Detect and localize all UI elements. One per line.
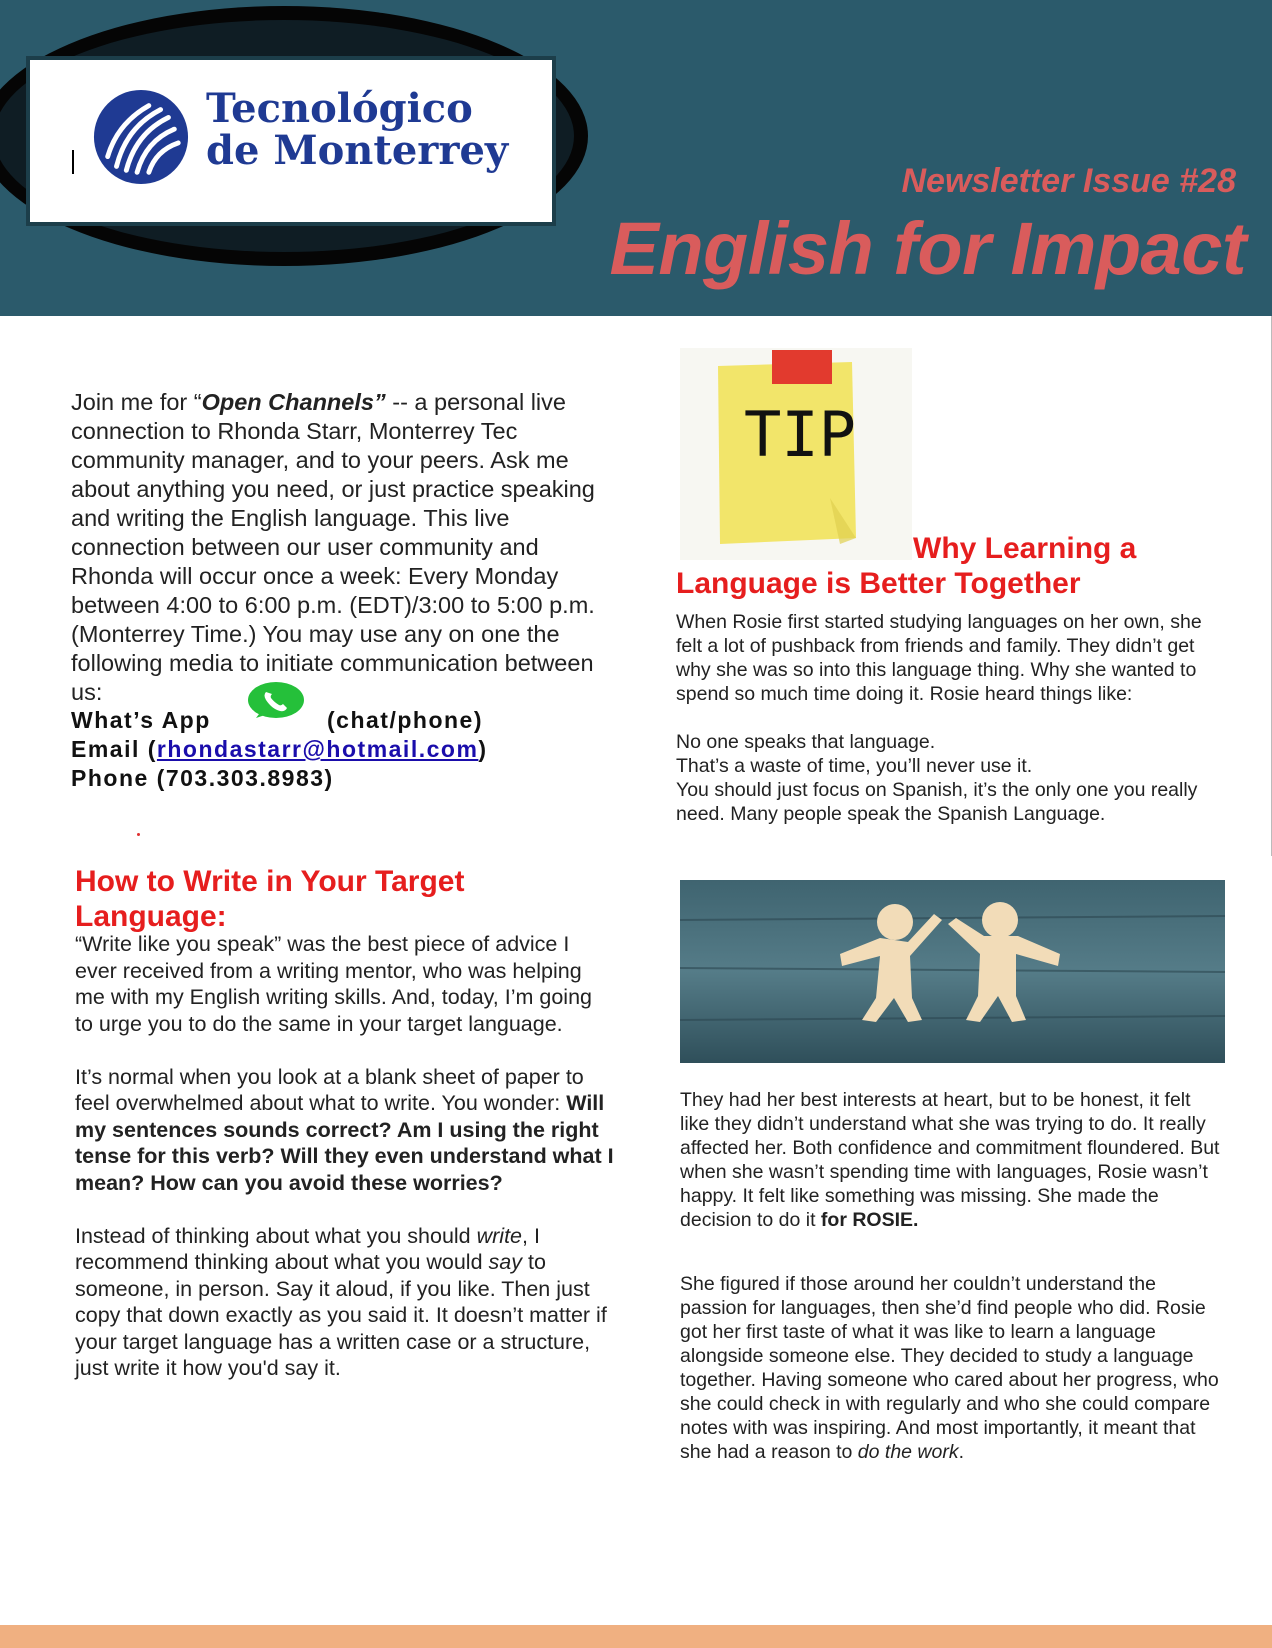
- quote-2: That’s a waste of time, you’ll never use it.: [676, 755, 1033, 777]
- open-channels-paragraph: [71, 388, 611, 707]
- write-p2-start: It’s normal when you look at a blank sheet of paper to feel overwhelmed about what to write. You wonder:: [75, 1064, 584, 1115]
- tec-logo-icon: [92, 88, 190, 186]
- write-section-heading: How to Write in Your Target Language:: [75, 865, 465, 933]
- together-body-bottom: [680, 1088, 1225, 1504]
- write-paragraph-3: [75, 1223, 615, 1382]
- whatsapp-note: (chat/phone): [327, 707, 483, 733]
- text-cursor: [72, 150, 74, 174]
- together-p2-start: They had her best interests at heart, but to be honest, it felt like they didn’t understand what she was trying to do. It really affected her. Both confidence and commitment floundered. But when she wasn’t spending time with languages, Rosie wasn’t happy. It felt like something was missing. She made the decision to do it: [680, 1089, 1220, 1231]
- newsletter-title: English for Impact: [609, 207, 1246, 290]
- whatsapp-label: What’s App: [71, 707, 211, 733]
- email-link[interactable]: rhondastarr@hotmail.com: [156, 736, 479, 762]
- together-paragraph-1: When Rosie first started studying languages on her own, she felt a lot of pushback from friends and family. They didn’t get why she was so into this language thing. Why she wanted to spend so much time doing it. Rosie heard things like:: [676, 611, 1202, 705]
- logo-line-1: Tecnológico: [206, 85, 473, 132]
- write-p3-say: say: [488, 1250, 522, 1274]
- contact-block: [71, 706, 631, 793]
- stray-mark: [137, 833, 140, 836]
- together-body-top: [676, 610, 1216, 826]
- write-p2-bold: Will my sentences sounds correct? Am I using the right tense for this verb? Will they even understand what I mean? How can you avoid these worries?: [75, 1091, 614, 1195]
- email-prefix: Email (: [71, 736, 157, 762]
- write-p3-write: write: [476, 1223, 523, 1248]
- tip-text: TIP: [744, 398, 856, 471]
- paper-figures-photo: [680, 880, 1225, 1063]
- write-paragraph-2: [75, 1064, 615, 1197]
- write-p3-a: Instead of thinking about what you should: [75, 1223, 477, 1248]
- together-paragraph-2: [680, 1088, 1225, 1232]
- quote-1: No one speaks that language.: [676, 731, 936, 753]
- whatsapp-icon[interactable]: [246, 680, 306, 724]
- together-heading-wrap: [676, 531, 1196, 601]
- phone-row: Phone (703.303.8983): [71, 765, 334, 791]
- intro-before: Join me for “: [71, 389, 202, 415]
- footer-bar: [0, 1625, 1272, 1648]
- quote-3: You should just focus on Spanish, it’s the only one you really need. Many people speak the Spanish Language.: [676, 779, 1198, 825]
- header-banner: [0, 0, 1272, 316]
- together-heading-line-1: Why Learning a: [913, 532, 1137, 565]
- intro-after: -- a personal live connection to Rhonda Starr, Monterrey Tec community manager, and to your peers. Ask me about anything you need, or just practice speaking and writing the English language. This live connection between our user community and Rhonda will occur once a week: Every Monday between 4:00 to 6:00 p.m. (EDT)/3:00 to 5:00 p.m. (Monterrey Time.) You may use any on one the following media to initiate communication between us:: [71, 389, 595, 705]
- write-section-body: [75, 931, 615, 1408]
- together-paragraph-3: [680, 1272, 1225, 1464]
- together-p3-end: .: [958, 1441, 965, 1463]
- newsletter-issue: Newsletter Issue #28: [901, 162, 1236, 200]
- logo-line-2: de Monterrey: [206, 127, 509, 174]
- tip-sticky-note-image: [680, 348, 912, 560]
- together-heading-line-2: Language is Better Together: [676, 567, 1081, 600]
- together-p2-bold: for ROSIE.: [820, 1209, 919, 1231]
- open-channels-name: Open Channels”: [201, 389, 386, 415]
- write-p3-b: , I recommend thinking about what you would: [75, 1223, 540, 1274]
- email-row: [71, 735, 631, 764]
- whatsapp-row: [71, 706, 631, 735]
- email-suffix: ): [478, 736, 488, 762]
- write-paragraph-1: “Write like you speak” was the best piece of advice I ever received from a writing mentor, who was helping me with my English writing skills. And, today, I’m going to urge you to do the same in your target language.: [75, 932, 592, 1036]
- write-section-heading-wrap: [75, 864, 595, 934]
- write-p3-c: to someone, in person. Say it aloud, if you like. Then just copy that down exactly as you said it. It doesn’t matter if your target language has a written case or a structure, just write it how you'd say it.: [75, 1250, 607, 1380]
- logo-wordmark: [206, 85, 509, 174]
- together-p3-start: She figured if those around her couldn’t understand the passion for languages, then she’d find people who did. Rosie got her first taste of what it was like to learn a language alongside someone else. They decided to study a language together. Having someone who cared about her progress, who she could check in with regularly and who she could compare notes with was inspiring. And most importantly, it meant that she had a reason to: [680, 1273, 1219, 1463]
- together-p3-italic: do the work: [857, 1441, 959, 1463]
